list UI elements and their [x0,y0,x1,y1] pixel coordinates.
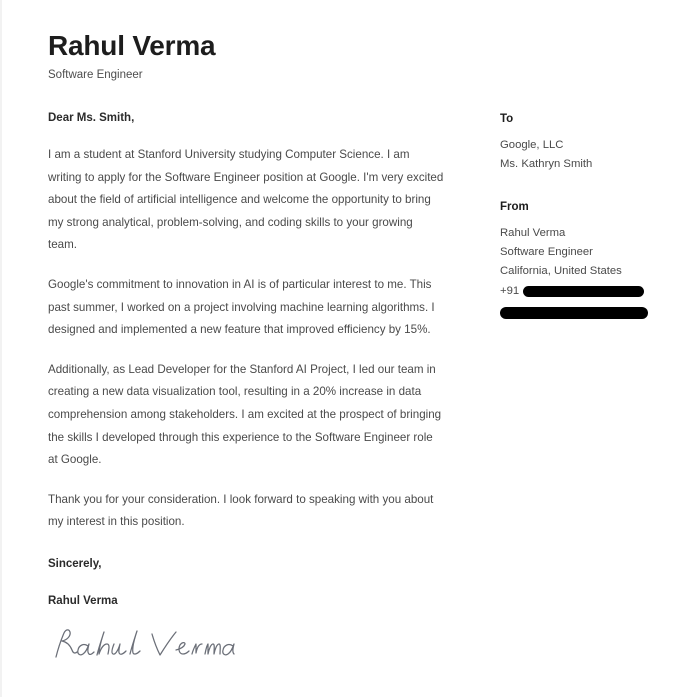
recipient-line: Google, LLC [500,138,564,151]
recipient-line: Ms. Kathryn Smith [500,157,593,170]
phone-country-code: +91 [500,284,520,297]
recipient-block [500,112,652,174]
header-subtitle: Software Engineer [48,69,143,82]
letter-paragraph: Google's commitment to innovation in AI is of particular interest to me. This past summer, I worked on a project involving machine learning algorithms. I designed and implemented a new feature that improved efficiency by 15%. [48,278,435,337]
sender-phone-row [500,284,652,299]
page-title: Rahul Verma [48,30,216,61]
sender-heading: From [500,200,529,213]
letter-salutation: Dear Ms. Smith, [48,112,135,124]
letter-paragraph: Thank you for your consideration. I look forward to speaking with you about my interest in this position. [48,492,434,529]
sender-line: California, United States [500,264,622,277]
letter-body [48,110,444,669]
recipient-heading: To [500,113,514,125]
sender-email-row [500,306,652,321]
sender-line: Software Engineer [500,245,593,258]
letter-paragraph: I am a student at Stanford University studying Computer Science. I am writing to apply for the Software Engineer position at Google. I'm very excited about the field of artificial intelligence and welcome the opportunity to bring my strong analytical, problem-solving, and coding skills to your growing team. [48,148,444,252]
phone-redaction-bar [523,286,644,297]
address-column [500,112,652,321]
document-header [48,30,468,83]
sender-block [500,200,652,321]
email-redaction-bar [500,307,648,319]
signature-image [48,623,238,669]
letter-closing-name: Rahul Verma [48,595,118,608]
sender-line: Rahul Verma [500,226,566,239]
letter-paragraph: Additionally, as Lead Developer for the Stanford AI Project, I led our team in creating a new data visualization tool, resulting in a 20% increase in data comprehension among stakeholders. I am excited at the prospect of bringing the skills I developed through this experience to the Software Engineer role at Google. [48,362,442,467]
page-left-edge [0,0,2,697]
letter-closing: Sincerely, [48,558,102,570]
